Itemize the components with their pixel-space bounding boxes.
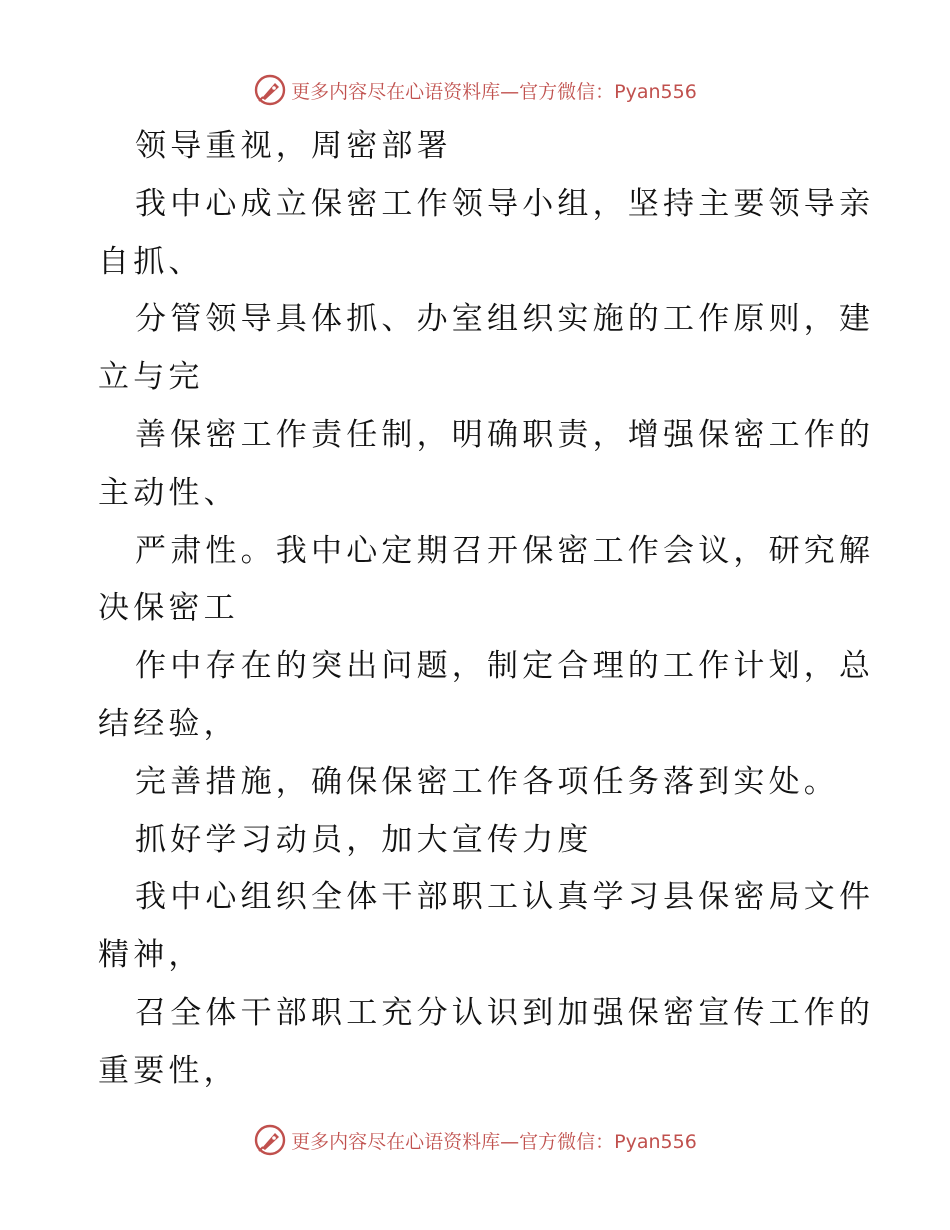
text-line: 决保密工 [98, 590, 239, 627]
text-line: 结经验， [98, 705, 239, 742]
text-line: 重要性， [98, 1052, 239, 1089]
text-line: 善保密工作责任制，明确职责，增强保密工作的 [135, 416, 875, 453]
footer-watermark [0, 1120, 950, 1160]
text-line: 我中心成立保密工作领导小组，坚持主要领导亲 [135, 185, 875, 222]
text-line: 抓好学习动员，加大宣传力度 [135, 821, 593, 858]
text-line: 立与完 [98, 359, 204, 396]
watermark-text: 更多内容尽在心语资料库—官方微信：Pyan556 [291, 1130, 697, 1153]
text-line: 完善措施，确保保密工作各项任务落到实处。 [135, 763, 839, 800]
text-line: 作中存在的突出问题，制定合理的工作计划，总 [135, 648, 875, 685]
text-line: 分管领导具体抓、办室组织实施的工作原则，建 [135, 301, 875, 338]
text-line: 自抓、 [98, 243, 204, 280]
text-line: 精神， [98, 937, 204, 974]
text-line: 领导重视，周密部署 [135, 128, 452, 164]
header-watermark [0, 70, 950, 110]
watermark-text: 更多内容尽在心语资料库—官方微信：Pyan556 [291, 80, 697, 103]
text-line: 主动性、 [98, 474, 239, 511]
document-body [98, 118, 875, 1101]
text-line: 我中心组织全体干部职工认真学习县保密局文件 [135, 879, 875, 916]
text-line: 严肃性。我中心定期召开保密工作会议，研究解 [135, 532, 875, 569]
pen-nib-logo-icon [253, 1123, 287, 1157]
text-line: 召全体干部职工充分认识到加强保密宣传工作的 [135, 994, 875, 1031]
pen-nib-logo-icon [253, 73, 287, 107]
